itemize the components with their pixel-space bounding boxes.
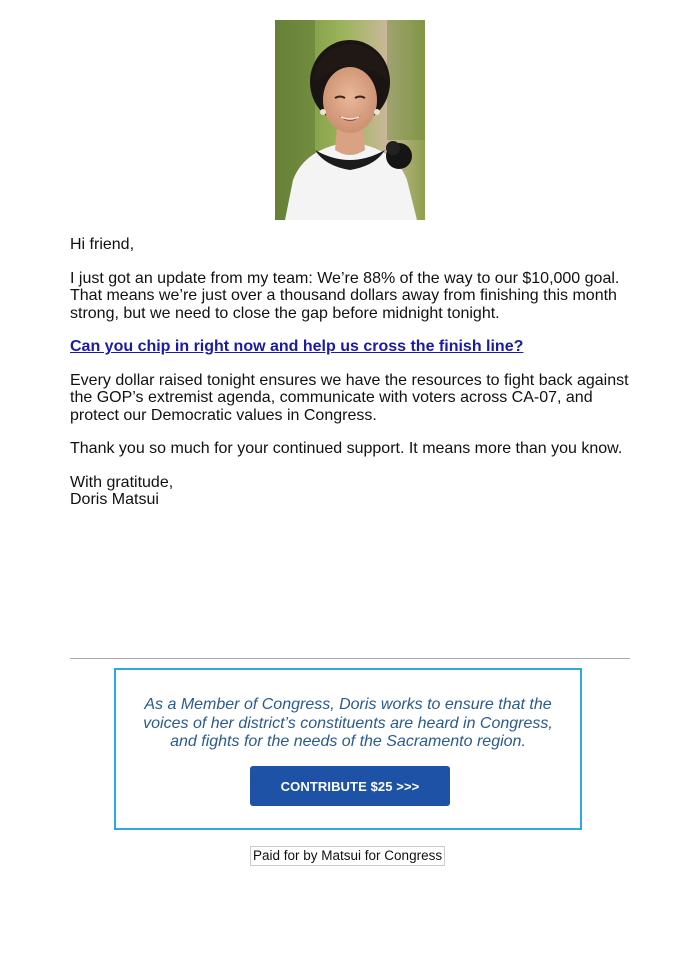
- paragraph-progress-update: I just got an update from my team: We’re 88% of the way to our $10,000 goal. That means we’re just over a thousand dollars away from finishing this month strong, but we need to close the gap before midnight tonight.: [70, 269, 620, 322]
- signoff: With gratitude,: [70, 473, 174, 491]
- paragraph-resources: Every dollar raised tonight ensures we have the resources to fight back against the GOP’s extremist agenda, communicate with voters across CA-07, and protect our Democratic values in Congress.: [70, 371, 629, 424]
- contribute-button[interactable]: CONTRIBUTE $25 >>>: [250, 766, 450, 806]
- paragraph-thanks: Thank you so much for your continued support. It means more than you know.: [70, 440, 623, 457]
- chip-in-link[interactable]: Can you chip in right now and help us cross the finish line?: [70, 338, 524, 355]
- portrait-photo: [275, 20, 425, 220]
- paid-for-disclaimer: Paid for by Matsui for Congress: [250, 846, 445, 866]
- signature-block: [70, 474, 640, 509]
- greeting: Hi friend,: [70, 236, 135, 253]
- promo-text: As a Member of Congress, Doris works to ensure that the voices of her district’s constituents are heard in Congress, and fights for the needs of the Sacramento region.: [143, 696, 553, 750]
- signature-name: Doris Matsui: [70, 491, 159, 508]
- promo-box: [114, 668, 582, 830]
- section-divider: [70, 658, 630, 659]
- email-body: [70, 236, 640, 525]
- cta-paragraph: [70, 338, 640, 356]
